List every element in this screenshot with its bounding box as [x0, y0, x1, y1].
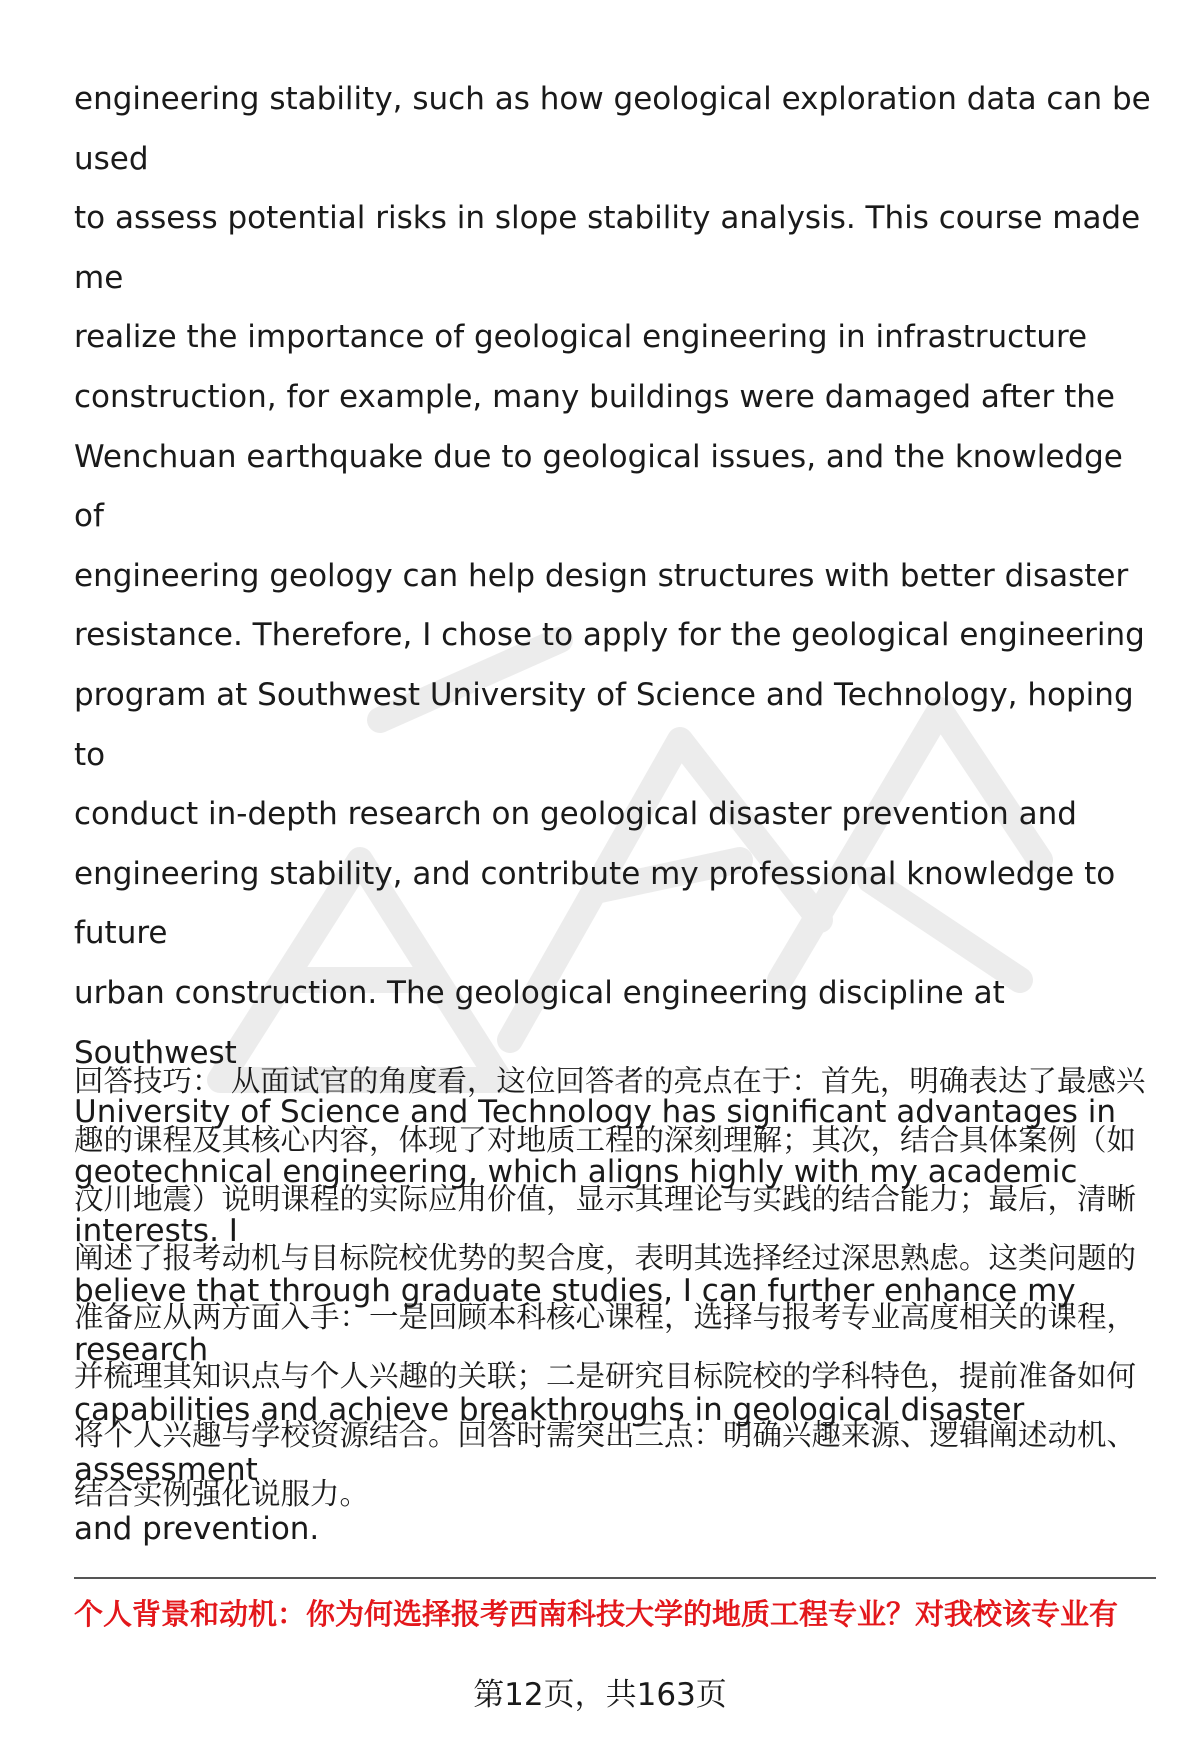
section-divider — [74, 1577, 1156, 1579]
answer-paragraph: engineering stability, such as how geological exploration data can be used to assess potential risks in slope stability analysis. This course made me realize the importance of geological engineering in infrastructure construction, for example, many buildings were damaged after the Wenchuan earthquake due to geological issues, and the knowledge of engineering geology can help design structures with better disaster resistance. Therefore, I chose to apply for the geological engineering program at Southwest University of Science and Technology, hoping to conduct in-depth research on geological disaster prevention and engineering stability, and contribute my professional knowledge to future urban construction. The geological engineering discipline at Southwest University of Science and Technology has significant advantages in geotechnical engineering, which aligns highly with my academic interests. I believe that through graduate studies, I can further enhance my research capabilities and achieve breakthroughs in geological disaster assessment and prevention. — [74, 81, 1151, 1548]
next-question-heading: 个人背景和动机：你为何选择报考西南科技大学的地质工程专业？对我校该专业有 — [74, 1597, 1119, 1631]
answer-tips-paragraph: 回答技巧： 从面试官的角度看，这位回答者的亮点在于：首先，明确表达了最感兴趣的课程及其核心内容，体现了对地质工程的深刻理解；其次，结合具体案例（如汶川地震）说明课程的实际应用价值，显示其理论与实践的结合能力；最后，清晰阐述了报考动机与目标院校优势的契合度，表明其选择经过深思熟虑。这类问题的准备应从两方面入手：一是回顾本科核心课程，选择与报考专业高度相关的课程，并梳理其知识点与个人兴趣的关联；二是研究目标院校的学科特色，提前准备如何将个人兴趣与学校资源结合。回答时需突出三点：明确兴趣来源、逻辑阐述动机、结合实例强化说服力。 — [74, 1064, 1146, 1511]
page-number: 第12页，共163页 — [473, 1677, 727, 1713]
